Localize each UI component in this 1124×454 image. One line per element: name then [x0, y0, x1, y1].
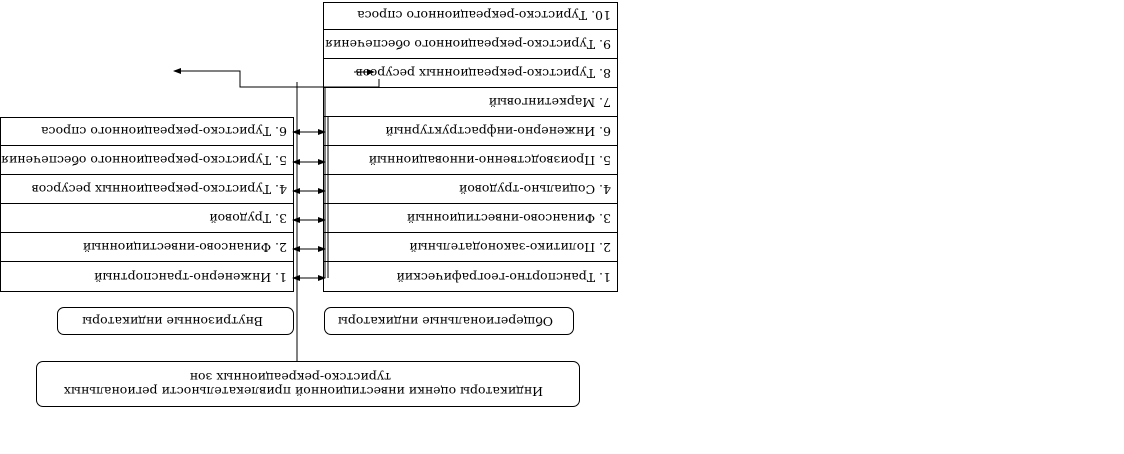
root-title-line1: Индикаторы оценки инвестиционной привлекательности региональных: [63, 384, 543, 399]
elbow-connector: [174, 71, 379, 87]
general-item: 6. Инженерно-инфраструктурный: [324, 117, 617, 146]
general-item: 9. Туристско-рекреационного обеспечения: [324, 30, 617, 59]
internal-item: 3. Трудовой: [1, 204, 293, 233]
general-indicators-label: Общерегиональные индикаторы: [337, 314, 553, 329]
internal-indicators-label: Внутризонные индикаторы: [82, 314, 263, 329]
general-item: 5. Производственно-инновационный: [324, 146, 617, 175]
general-item: 10. Туристско-рекреационного спроса: [324, 1, 617, 30]
internal-item: 2. Финансово-инвестиционный: [1, 233, 293, 262]
general-item: 1. Транспортно-географический: [396, 270, 611, 285]
root-title-line2: туристско-рекреационных зон: [189, 370, 391, 385]
internal-item: 5. Туристско-рекреационного обеспечения: [1, 146, 293, 175]
general-item: 8. Туристско-рекреационных ресурсов: [324, 59, 617, 88]
internal-item: 6. Туристско-рекреационного спроса: [1, 116, 293, 146]
internal-item: 4. Туристско-рекреационных ресурсов: [1, 175, 293, 204]
general-item: 2. Политико-законодательный: [324, 233, 617, 262]
general-item: 7. Маркетинговый: [324, 88, 617, 117]
general-item: 4. Социально-трудовой: [324, 175, 617, 204]
general-item: 3. Финансово-инвестиционный: [324, 204, 617, 233]
internal-item: 1. Инженерно-транспортный: [94, 270, 287, 285]
